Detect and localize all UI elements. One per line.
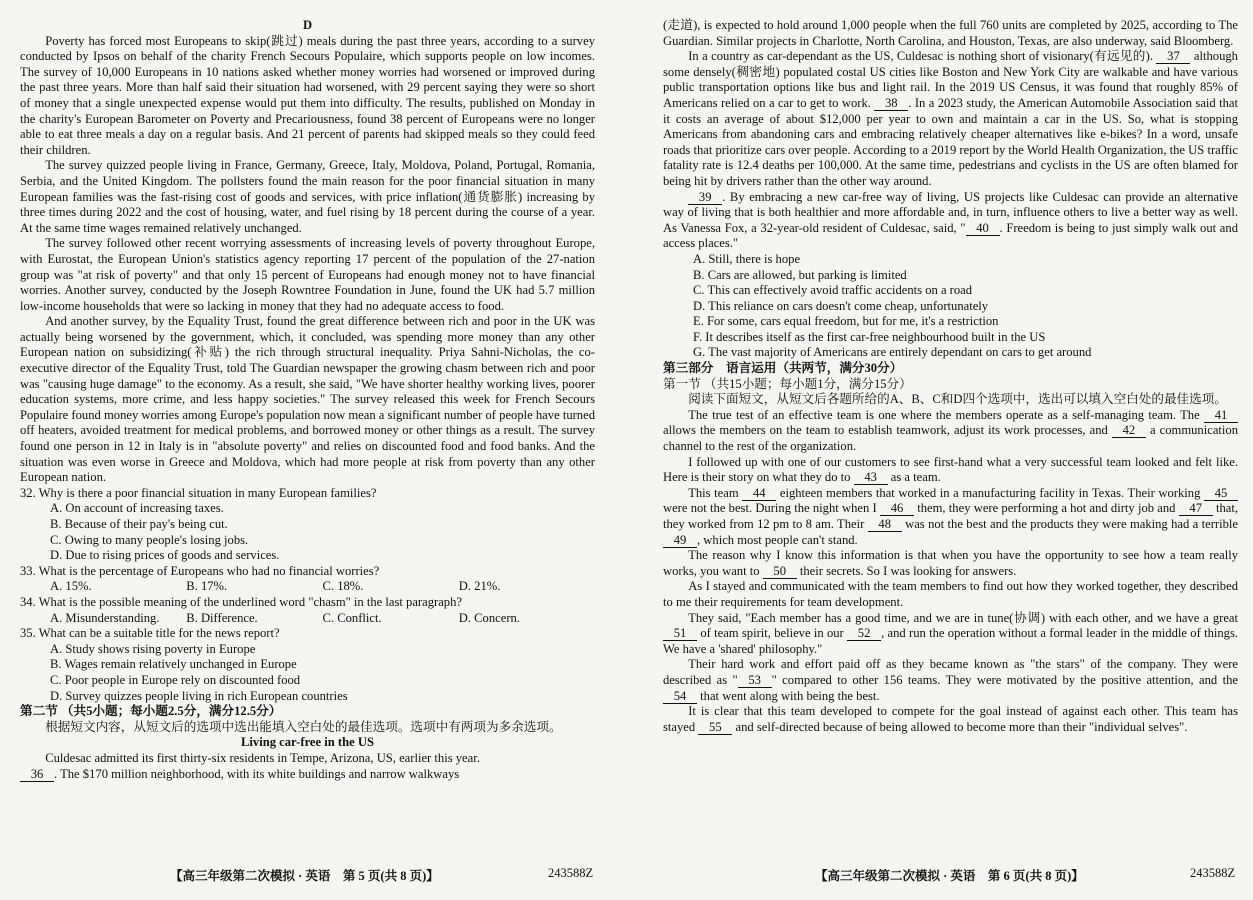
option: A. On account of increasing taxes. xyxy=(50,501,224,516)
section-instruction: 根据短文内容，从短文后的选项中选出能填入空白处的最佳选项。选项中有两项为多余选项。 xyxy=(45,719,562,734)
blank-48: 48 xyxy=(868,518,902,532)
section-letter: D xyxy=(302,18,313,32)
page-footer: 【高三年级第二次模拟 · 英语 第 6 页(共 8 页)】 xyxy=(815,869,1084,883)
section-instruction: 阅读下面短文，从短文后各题所给的A、B、C和D四个选项中，选出可以填入空白处的最佳选项。 xyxy=(688,392,1227,407)
blank-41: 41 xyxy=(1204,409,1238,423)
option: B. Difference. xyxy=(186,610,258,625)
blank-53: 53 xyxy=(738,674,772,688)
options-row xyxy=(20,611,595,627)
option: C. Poor people in Europe rely on discounted food xyxy=(50,672,301,687)
option: C. 18%. xyxy=(322,579,364,594)
passage-title: Living car-free in the US xyxy=(241,735,374,750)
paragraph: This team 44 eighteen members that worked in a manufacturing facility in Texas. Their working 45 were not the best. During the night when I 46 them, they were performing a hot and dirty job and 47 that, they worked from 12 pm to 8 am. Their 48 was not the best and the products they were making had a terrible 49 , which most people can't stand. xyxy=(663,485,1239,547)
paragraph: They said, "Each member has a good time, and we are in tune(协调) with each other, and we have a great 51 of team spirit, believe in our 52 , and run the operation without a formal leader in the middle of things. We have a 'shared' philosophy." xyxy=(663,610,1239,656)
choice: A. Still, there is hope xyxy=(693,251,801,266)
blank-52: 52 xyxy=(847,627,881,641)
blank-46: 46 xyxy=(880,502,914,516)
option: D. Due to rising prices of goods and services. xyxy=(50,548,280,563)
option: D. Survey quizzes people living in rich European countries xyxy=(50,688,348,703)
paragraph: 39 . By embracing a new car-free way of living, US projects like Culdesac can provide an alternative way of living that is both healthier and more affordable and, in turn, influence others to live a better way as well. As Vanessa Fox, a 32-year-old resident of Culdesac, said, " 40 . Freedom is being to just simply walk out and access places." xyxy=(663,189,1238,251)
blank-39: 39 xyxy=(688,191,722,205)
section-heading: 第二节 （共5小题；每小题2.5分，满分12.5分） xyxy=(20,704,282,719)
option: A. Study shows rising poverty in Europe xyxy=(50,641,256,656)
option: A. 15%. xyxy=(50,579,92,594)
choice: F. It describes itself as the first car-free neighbourhood built in the US xyxy=(693,329,1046,344)
blank-55: 55 xyxy=(698,721,732,735)
paragraph: I followed up with one of our customers to see first-hand what a very successful team looked and felt like. Here is their story on what they do to 43 as a team. xyxy=(663,454,1238,485)
paragraph: The true test of an effective team is one where the members operate as a self-managing team. The 41 allows the members on the team to establish teamwork, adjust its work processes, and 42 a communication channel to the rest of the organization. xyxy=(663,407,1238,454)
question-33: 33. What is the percentage of Europeans who had no financial worries? xyxy=(20,563,380,578)
blank-54: 54 xyxy=(663,690,697,704)
option: C. Conflict. xyxy=(322,610,382,625)
blank-45: 45 xyxy=(1204,487,1238,501)
question-34: 34. What is the possible meaning of the underlined word "chasm" in the last paragraph? xyxy=(20,594,462,609)
blank-47: 47 xyxy=(1179,502,1213,516)
paragraph: Poverty has forced most Europeans to skip(跳过) meals during the past three years, according to a survey conducted by Ipsos on behalf of the charity French Secours Populaire, which supports people on low incomes. The survey of 10,000 Europeans in 10 nations asked whether money worries had worsened or improved during the past three years. More than half said their situation had worsened, with 29 percent saying they were so short of money that a single unexpected expense would put them into difficulty. The results, published on Monday in the charity's European Barometer on Poverty and Precariousness, found 38 percent of Europeans were no longer able to eat three meals a day on a regular basis. And 21 percent of parents had skipped meals so they could feed their children. xyxy=(20,33,595,157)
blank-40: 40 xyxy=(966,222,1000,236)
question-32: 32. Why is there a poor financial situation in many European families? xyxy=(20,485,377,500)
choice: G. The vast majority of Americans are entirely dependant on cars to get around xyxy=(693,345,1092,360)
blank-37: 37 xyxy=(1156,50,1190,64)
page-5 xyxy=(20,18,595,782)
blank-44: 44 xyxy=(742,487,776,501)
paragraph: And another survey, by the Equality Trust, found the great difference between rich and poor in the UK was actually being worsened by the government, which, it concluded, was spending more money than any other European nation on subsidizing(补贴) the rich through structural inequality. Priya Sahni-Nicholas, the co-executive director of the Equality Trust, told The Guardian newspaper the growing chasm between rich and poor was "causing huge damage" to the economy. As a result, she said, "We have shorter healthy working lives, poorer education systems, more crime, and less happy societies." The survey released this week for French Secours Populaire found money worries among Europe's population now mean a significant number of people have turned off heaters, avoided treatment for medical problems, and borrowed money or other things as a result. The survey found one person in 12 in Italy is in "absolute poverty" and relies on discounted food and food banks. And the situation was even worse in Greece and Moldova, which had more people at risk from poverty than any other European nation. xyxy=(20,314,595,485)
blank-49: 49 xyxy=(663,534,697,548)
page-6 xyxy=(663,18,1238,735)
blank-51: 51 xyxy=(663,627,697,641)
paper-code: 243588Z xyxy=(1190,866,1236,880)
paragraph: In a country as car-dependant as the US, Culdesac is nothing short of visionary(有远见的). 37 although some densely(稠密地) populated costal US cities like Boston and New York City are walkable and have various public transportation options like bus and light rail. In the 2019 US Census, it was found that roughly 85% of Americans relied on a car to get to work. 38 . In a 2023 study, the American Automobile Association said that it costs an average of about $12,000 per year to own and maintain a car in the US. So, what is stopping Americans from abandoning cars and embracing relatively cheaper alternatives like e-bikes? In a word, unsafe roads that prioritize cars over people. According to a 2019 report by the World Health Organization, the US traffic fatality rate is 12.4 deaths per 100,000. At the same time, pedestrians and cyclists in the US are often blamed for being hit by drivers rather than the other way around. xyxy=(663,49,1238,188)
part-heading: 第三部分 语言运用（共两节，满分30分） xyxy=(663,361,903,376)
option: B. Wages remain relatively unchanged in Europe xyxy=(50,657,297,672)
option: D. 21%. xyxy=(458,579,501,594)
blank-50: 50 xyxy=(763,565,797,579)
option: D. Concern. xyxy=(458,610,520,625)
choice: E. For some, cars equal freedom, but for me, it's a restriction xyxy=(693,314,999,329)
section-heading: 第一节 （共15小题；每小题1分，满分15分） xyxy=(663,376,912,391)
paragraph: The survey followed other recent worrying assessments of increasing levels of poverty throughout Europe, with Eurostat, the European Union's statistics agency reporting 17 percent of the population of the 27-nation group was "at risk of poverty" and that only 15 percent of Europeans had enough money not to have financial worries. Another survey, conducted by the Joseph Rowntree Foundation in June, found the UK had 5.7 million low-income households that were so lacking in money that they had no adequate access to food. xyxy=(20,236,595,313)
paragraph: It is clear that this team developed to compete for the goal instead of against each other. This team has stayed 55 and self-directed because of being allowed to become more than their "individual selves". xyxy=(663,704,1238,734)
options-row xyxy=(20,579,595,595)
choice: D. This reliance on cars doesn't come cheap, unfortunately xyxy=(693,298,989,313)
paragraph: (走道), is expected to hold around 1,000 people when the full 760 units are completed by 2025, according to The Guardian. Similar projects in Charlotte, North Carolina, and Houston, Texas, are also underway, said Bloomberg. xyxy=(663,18,1238,48)
question-35: 35. What can be a suitable title for the news report? xyxy=(20,626,280,641)
paragraph: The reason why I know this information is that when you have the opportunity to see how a team really works, you want to 50 their secrets. So I was looking for answers. xyxy=(663,548,1238,578)
paragraph: The survey quizzed people living in France, Germany, Greece, Italy, Moldova, Poland, Portugal, Romania, Serbia, and the United Kingdom. The pollsters found the main reason for the poor financial situation in many European families was the fast-rising cost of goods and services, with price inflation(通货膨胀) increasing by three times during 2022 and the cost of housing, water, and fuel rising by 18 percent during the course of a year. At the same time wages remained relatively unchanged. xyxy=(20,158,595,235)
choice: B. Cars are allowed, but parking is limited xyxy=(693,267,907,282)
option: B. 17%. xyxy=(186,579,228,594)
blank-43: 43 xyxy=(854,471,888,485)
blank-42: 42 xyxy=(1112,424,1146,438)
paper-code: 243588Z xyxy=(548,866,594,880)
page-footer: 【高三年级第二次模拟 · 英语 第 5 页(共 8 页)】 xyxy=(170,869,439,883)
paragraph: Their hard work and effort paid off as they became known as "the stars" of the company. They were described as " 53 " compared to other 156 teams. They were motivated by the positive attention, and the 54 that went along with being the best. xyxy=(663,657,1238,703)
paragraph: As I stayed and communicated with the team members to find out how they worked together, they described to me their requirements for team development. xyxy=(663,579,1238,609)
paragraph: Culdesac admitted its first thirty-six residents in Tempe, Arizona, US, earlier this year. 36 . The $170 million neighborhood, with its white buildings and narrow walkways xyxy=(20,751,595,782)
option: A. Misunderstanding. xyxy=(50,610,160,625)
option: B. Because of their pay's being cut. xyxy=(50,517,228,531)
choice: C. This can effectively avoid traffic accidents on a road xyxy=(693,283,973,298)
option: C. Owing to many people's losing jobs. xyxy=(50,532,249,547)
blank-38: 38 xyxy=(874,97,908,111)
blank-36: 36 xyxy=(20,768,54,782)
